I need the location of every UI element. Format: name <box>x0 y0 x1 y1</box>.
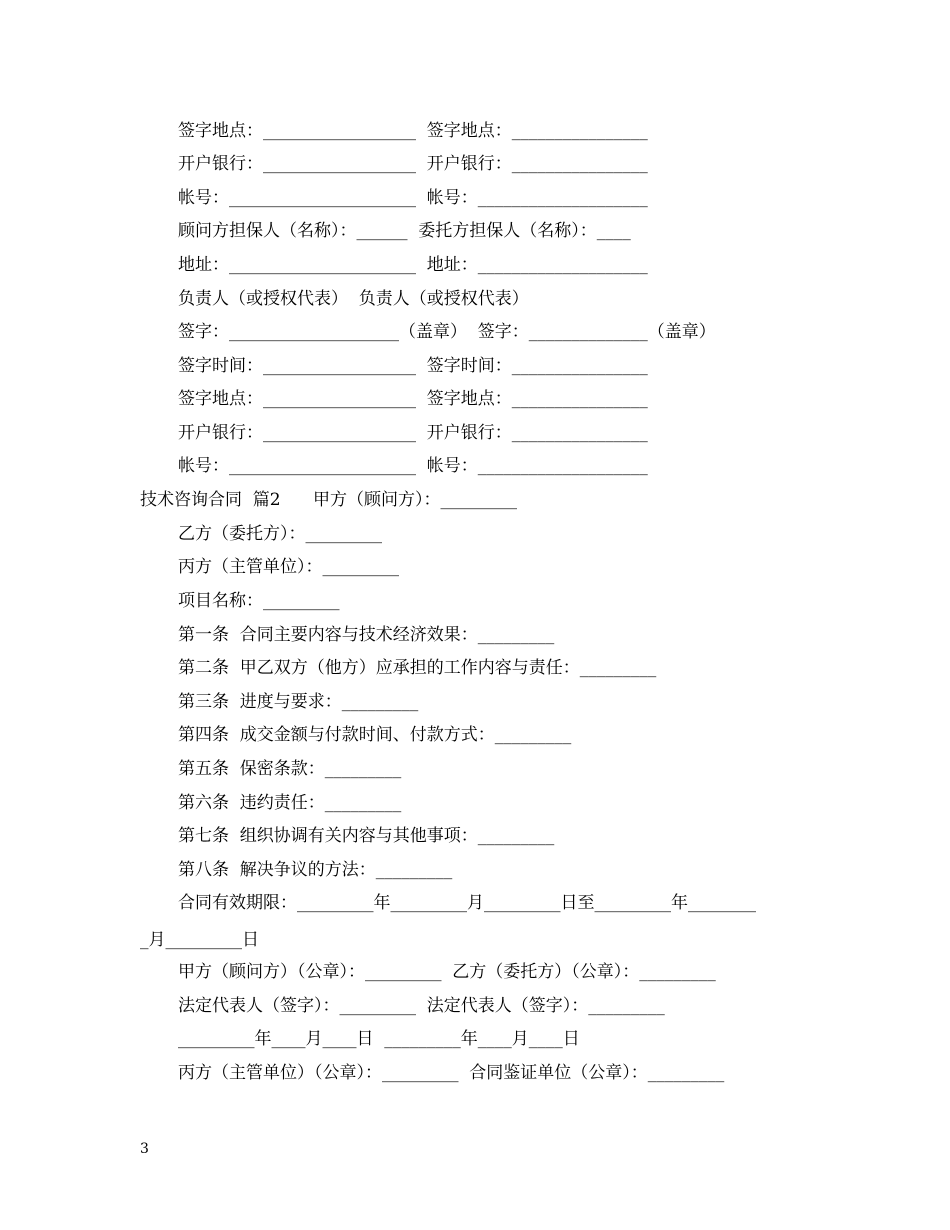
page-number: 3 <box>140 1141 149 1157</box>
text-line: _月_________日 <box>140 930 259 950</box>
text-line: 第三条 进度与要求：_________ <box>178 692 419 712</box>
text-line: 第八条 解决争议的方法：_________ <box>178 860 453 880</box>
text-line: 合同有效期限：_________年_________月_________日至_________年________ <box>178 893 756 913</box>
text-line: 开户银行：__________________ 开户银行：________________ <box>178 154 648 174</box>
text-line: 丙方（主管单位）（公章）：_________ 合同鉴证单位（公章）：_________ <box>178 1063 725 1083</box>
text-line: 第五条 保密条款：_________ <box>178 759 402 779</box>
text-line: 帐号：______________________ 帐号：____________________ <box>178 456 648 476</box>
text-line: 顾问方担保人（名称）：______ 委托方担保人（名称）：____ <box>178 221 631 241</box>
text-line: 负责人（或授权代表） 负责人（或授权代表） <box>178 289 529 309</box>
text-line: 第七条 组织协调有关内容与其他事项：_________ <box>178 826 555 846</box>
text-line: 丙方（主管单位）：_________ <box>178 557 399 577</box>
text-line: 第六条 违约责任：_________ <box>178 793 402 813</box>
text-line: 签字：____________________（盖章） 签字：______________（盖章） <box>178 322 716 342</box>
text-line: _________年____月____日 _________年____月____日 <box>178 1029 580 1049</box>
text-line: 第一条 合同主要内容与技术经济效果：_________ <box>178 625 555 645</box>
section-heading: 技术咨询合同 篇2 甲方（顾问方）：_________ <box>140 490 518 510</box>
text-line: 签字时间：__________________ 签字时间：________________ <box>178 356 648 376</box>
text-line: 第四条 成交金额与付款时间、付款方式：_________ <box>178 725 572 745</box>
text-line: 签字地点：__________________ 签字地点：________________ <box>178 389 648 409</box>
text-line: 甲方（顾问方）（公章）：_________ 乙方（委托方）（公章）：_________ <box>178 962 716 982</box>
text-line: 第二条 甲乙双方（他方）应承担的工作内容与责任：_________ <box>178 658 657 678</box>
text-line: 开户银行：__________________ 开户银行：________________ <box>178 423 648 443</box>
text-line: 签字地点：__________________ 签字地点：________________ <box>178 121 648 141</box>
text-line: 帐号：______________________ 帐号：____________________ <box>178 188 648 208</box>
text-line: 乙方（委托方）：_________ <box>178 524 382 544</box>
text-line: 地址：______________________ 地址：____________________ <box>178 255 648 275</box>
text-line: 项目名称：_________ <box>178 591 340 611</box>
text-line: 法定代表人（签字）：_________ 法定代表人（签字）：_________ <box>178 996 665 1016</box>
